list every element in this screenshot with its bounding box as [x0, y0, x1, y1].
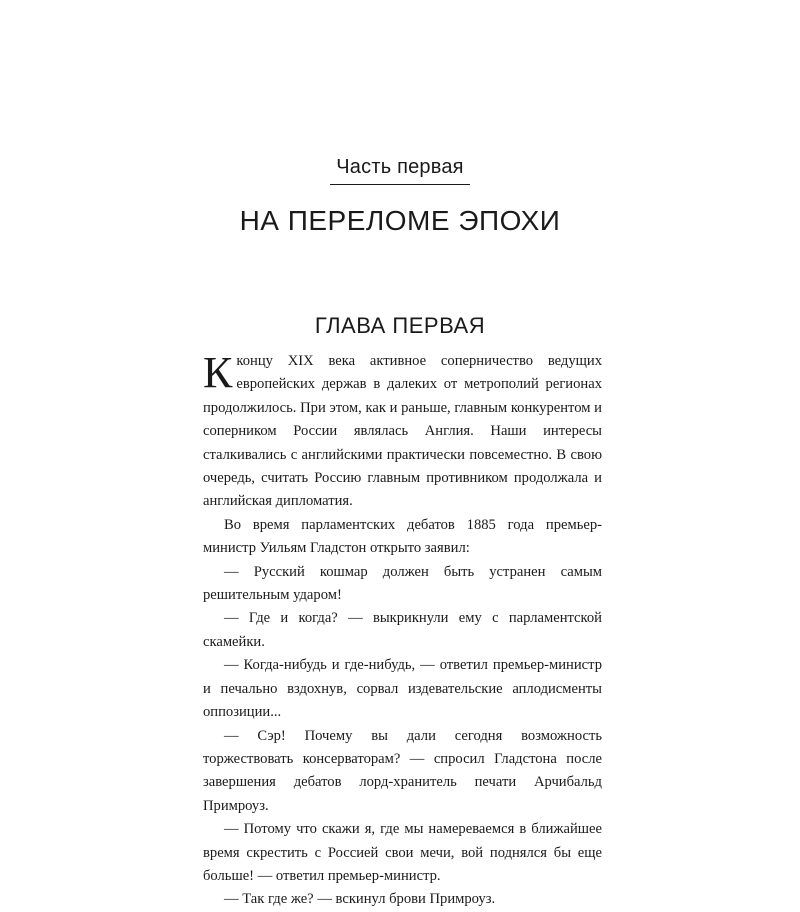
- chapter-title: ГЛАВА ПЕРВАЯ: [314, 313, 486, 338]
- paragraph-8: — Так где же? — вскинул брови Примроуз.: [224, 891, 496, 908]
- part-label: Часть первая: [330, 156, 469, 185]
- paragraph-2: Во время парламентских дебатов 1885 года премьер-министр Уильям Гладстон открыто заявил:: [203, 516, 602, 557]
- paragraph-4: — Где и когда? — выкрикнули ему с парламентской скамейки.: [203, 610, 602, 650]
- paragraph-5: — Когда-нибудь и где-нибудь, — ответил премьер-министр и печально вздохнув, сорвал издевательские аплодисменты оппозиции...: [203, 657, 602, 721]
- chapter-text: [203, 350, 602, 912]
- paragraph-6: — Сэр! Почему вы дали сегодня возможность торжествовать консерваторам? — спросил Гладстона после завершения дебатов лорд-хранитель печати Арчибальд Примроуз.: [203, 727, 602, 814]
- part-title: НА ПЕРЕЛОМЕ ЭПОХИ: [239, 205, 561, 236]
- paragraph-1: [203, 350, 602, 514]
- paragraph-1-text: концу XIX века активное соперничество ведущих европейских держав в далеких от метрополий регионах продолжилось. При этом, как и раньше, главным конкурентом и соперником России являлась Англия. Наши интересы сталкивались с английскими практически повсеместно. В свою очередь, считать Россию главным противником продолжала и английская дипломатия.: [203, 353, 602, 510]
- paragraph-3: — Русский кошмар должен быть устранен самым решительным ударом!: [203, 563, 602, 604]
- part-heading: [0, 156, 800, 185]
- drop-cap: К: [203, 348, 233, 397]
- paragraph-7: — Потому что скажи я, где мы намереваемся в ближайшее время скрестить с Россией свои мечи, вой поднялся бы еще больше! — ответил премьер-министр.: [203, 821, 602, 884]
